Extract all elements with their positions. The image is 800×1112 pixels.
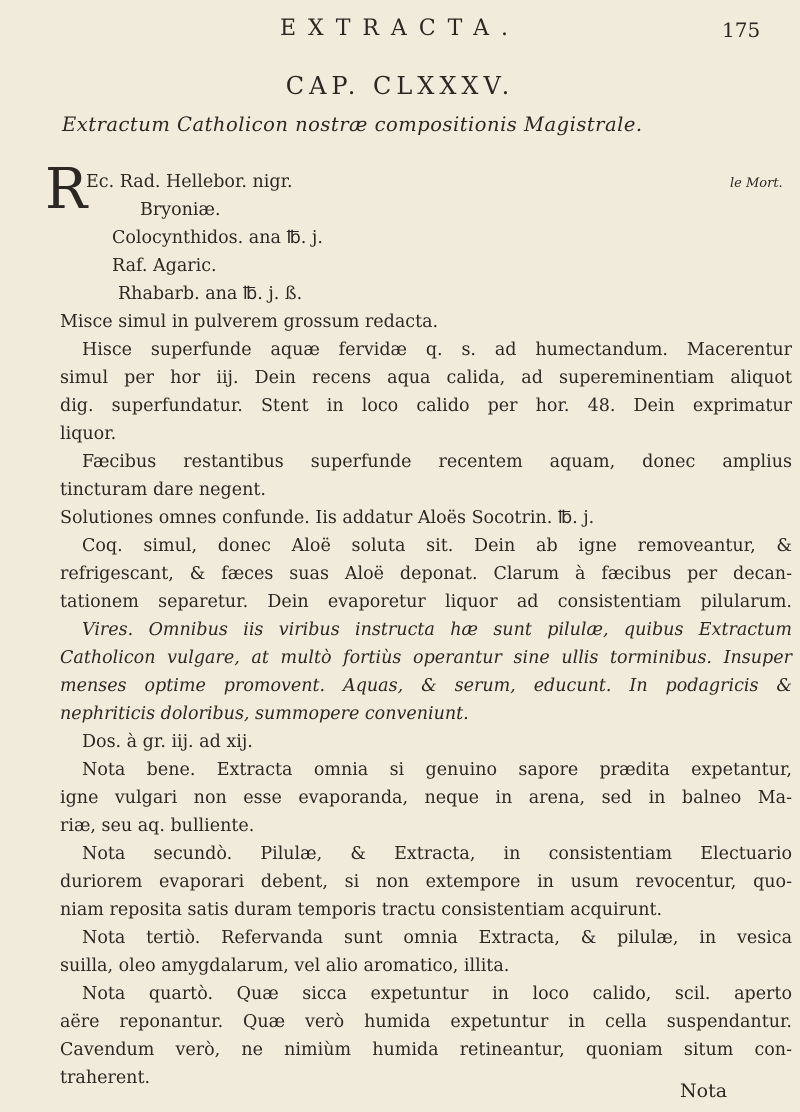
text-line: nephriticis doloribus, summopere conveniunt. bbox=[60, 704, 469, 724]
catchword: Nota bbox=[680, 1080, 728, 1102]
margin-note: le Mort. bbox=[730, 176, 783, 191]
text-line: dig. superfundatur. Stent in loco calido per hor. 48. Dein exprimatur bbox=[60, 396, 792, 416]
text-line: Rhabarb. ana ℔. j. ß. bbox=[118, 284, 303, 304]
text-line: Vires. Omnibus iis viribus instructa hæ sunt pilulæ, quibus Extractum bbox=[82, 620, 792, 640]
text-line: tationem separetur. Dein evaporetur liquor ad consistentiam pilularum. bbox=[60, 592, 792, 612]
text-line: Cavendum verò, ne nimiùm humida retineantur, quoniam situm con- bbox=[60, 1040, 792, 1060]
text-line: Nota bene. Extracta omnia si genuino sapore prædita expetantur, bbox=[82, 760, 792, 780]
text-line: Nota quartò. Quæ sicca expetuntur in loco calido, scil. aperto bbox=[82, 984, 792, 1004]
page-number: 175 bbox=[722, 18, 761, 42]
text-line: Bryoniæ. bbox=[140, 200, 221, 220]
text-line: Colocynthidos. ana ℔. j. bbox=[112, 228, 323, 248]
text-line: duriorem evaporari debent, si non extempore in usum revocentur, quo- bbox=[60, 872, 792, 892]
text-line: Coq. simul, donec Aloë soluta sit. Dein ab igne removeantur, & bbox=[82, 536, 792, 556]
text-line: Hisce superfunde aquæ fervidæ q. s. ad humectandum. Macerentur bbox=[82, 340, 792, 360]
text-line: tincturam dare negent. bbox=[60, 480, 266, 500]
text-line: riæ, seu aq. bulliente. bbox=[60, 816, 255, 836]
text-line: Catholicon vulgare, at multò fortiùs operantur sine ullis torminibus. Insuper bbox=[60, 648, 792, 668]
text-line: simul per hor iij. Dein recens aqua calida, ad supereminentiam aliquot bbox=[60, 368, 792, 388]
recipe-title: Extractum Catholicon nostræ compositionis Magistrale. bbox=[62, 113, 643, 136]
text-line: Nota secundò. Pilulæ, & Extracta, in consistentiam Electuario bbox=[82, 844, 792, 864]
text-line: Ec. Rad. Hellebor. nigr. bbox=[86, 172, 293, 192]
text-line: liquor. bbox=[60, 424, 117, 444]
running-head-text: EXTRACTA. bbox=[279, 16, 521, 41]
text-line: Misce simul in pulverem grossum redacta. bbox=[60, 312, 439, 332]
text-line: refrigescant, & fæces suas Aloë deponat. Clarum à fæcibus per decan- bbox=[60, 564, 792, 584]
running-head bbox=[0, 16, 800, 41]
text-line: suilla, oleo amygdalarum, vel alio aromatico, illita. bbox=[60, 956, 510, 976]
text-line: Fæcibus restantibus superfunde recentem aquam, donec amplius bbox=[82, 452, 792, 472]
text-line: Nota tertiò. Refervanda sunt omnia Extracta, & pilulæ, in vesica bbox=[82, 928, 792, 948]
text-line: Solutiones omnes confunde. Iis addatur Aloës Socotrin. ℔. j. bbox=[60, 508, 595, 528]
text-line: menses optime promovent. Aquas, & serum, educunt. In podagricis & bbox=[60, 676, 792, 696]
text-line: Dos. à gr. iij. ad xij. bbox=[82, 732, 253, 752]
text-line: igne vulgari non esse evaporanda, neque in arena, sed in balneo Ma- bbox=[60, 788, 792, 808]
text-line: Raf. Agaric. bbox=[112, 256, 217, 276]
text-line: traherent. bbox=[60, 1068, 151, 1088]
text-line: aëre reponantur. Quæ verò humida expetuntur in cella suspendantur. bbox=[60, 1012, 792, 1032]
text-line: niam reposita satis duram temporis tractu consistentiam acquirunt. bbox=[60, 900, 663, 920]
drop-cap: R bbox=[45, 157, 88, 222]
chapter-heading: CAP. CLXXXV. bbox=[285, 72, 515, 100]
